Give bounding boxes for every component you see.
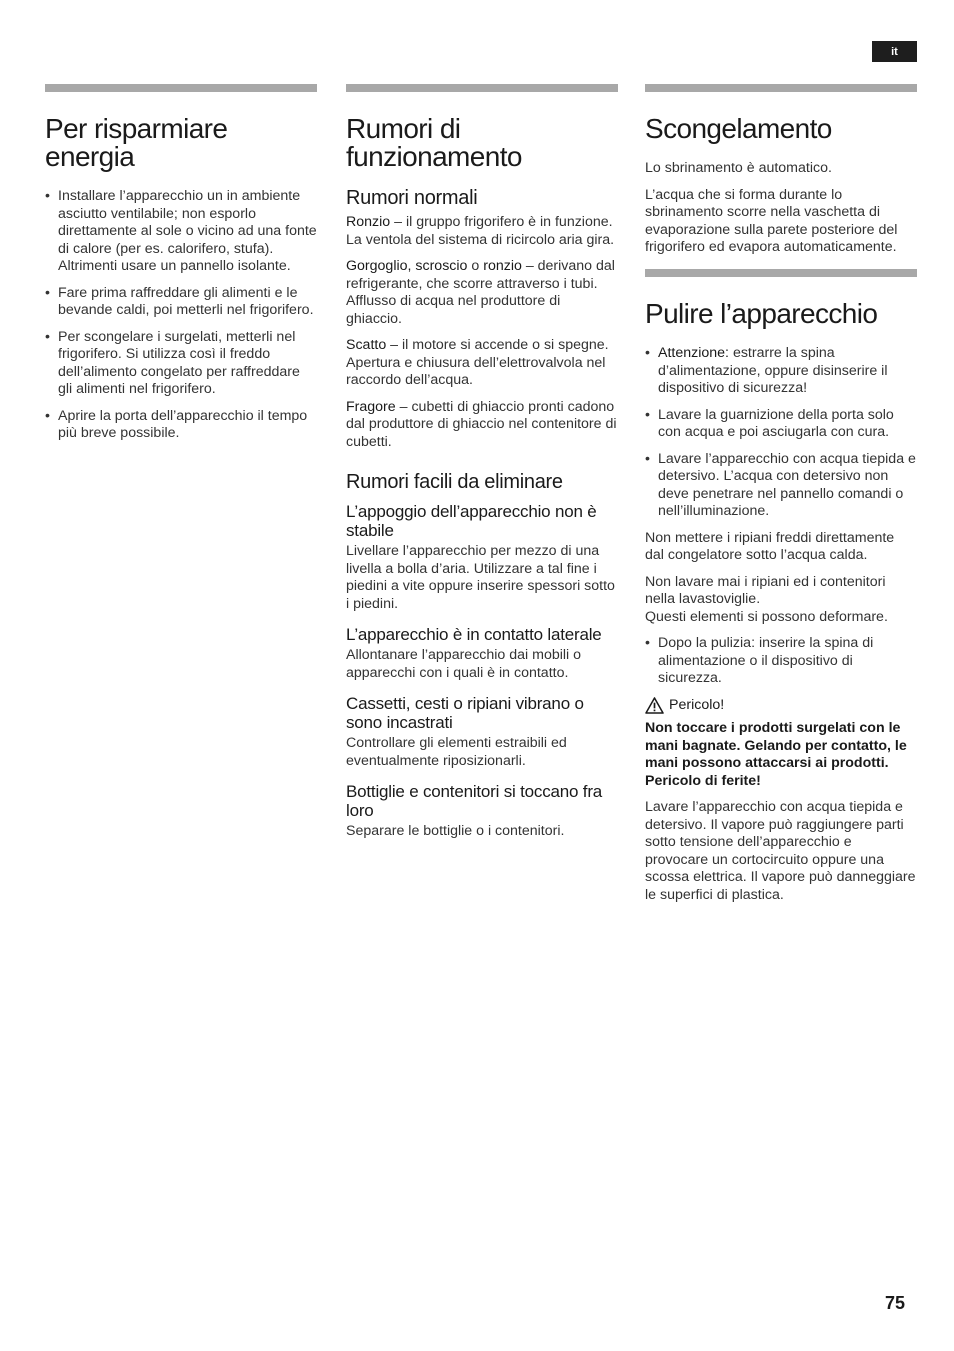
gorgoglio-term: Gorgoglio, scroscio [346, 258, 468, 274]
list-item: • Aprire la porta dell’apparecchio il tempo più breve possibile. [45, 408, 317, 443]
energy-saving-section [45, 84, 317, 452]
issue-text: Controllare gli elementi estraibili ed eventualmente riposizionarli. [346, 735, 567, 769]
defrost-paragraph: L’acqua che si forma durante lo sbrinamento scorre nella vaschetta di evaporazione sulla parete posteriore del frigorifero ed evapora automaticamente. [645, 186, 898, 255]
section-rule [346, 84, 618, 92]
danger-label: Pericolo! [669, 696, 725, 713]
danger-paragraph: Lavare l’apparecchio con acqua tiepida e detersivo. Il vapore può raggiungere parti sotto tensione dell’apparecchio e provocare un cortocircuito oppure una scossa elettrica. Il vapore può danneggiare le superfici di plastica. [645, 799, 916, 903]
issue-title: Cassetti, cesti o ripiani vibrano o sono incastrati [346, 694, 584, 732]
energy-saving-title: Per risparmiare energia [45, 113, 228, 172]
scatto-term: Scatto [346, 337, 387, 353]
energy-saving-list [45, 188, 317, 443]
noise-section [346, 84, 618, 850]
attention-label: Attenzione: [658, 345, 729, 361]
list-item: • Lavare l’apparecchio con acqua tiepida e detersivo. L’acqua con detersivo non deve penetrare nel pannello comandi o nell’illuminazione. [645, 451, 917, 521]
list-item: • Dopo la pulizia: inserire la spina di alimentazione o il dispositivo di sicurezza. [645, 635, 917, 688]
ronzio-paragraph [346, 214, 618, 249]
dishwasher-text: Non lavare mai i ripiani ed i contenitori nella lavastoviglie. [645, 573, 886, 607]
normal-noise-heading: Rumori normali [346, 187, 478, 209]
fragore-text: – cubetti di ghiaccio pronti cadono dal produttore di ghiaccio nel contenitore di cubetti. [346, 398, 617, 450]
after-cleaning-list [645, 635, 917, 688]
defrost-paragraph: Lo sbrinamento è automatico. [645, 160, 832, 176]
gorgoglio-or: o [467, 258, 484, 274]
cleaning-paragraph [645, 574, 917, 627]
scatto-paragraph [346, 337, 618, 390]
issue-title: L’apparecchio è in contatto laterale [346, 625, 602, 644]
gorgoglio-term-2: ronzio [483, 258, 522, 274]
deform-text: Questi elementi si possono deformare. [645, 608, 888, 625]
list-item [645, 345, 917, 398]
list-item: • Lavare la guarnizione della porta solo con acqua e poi asciugarla con cura. [645, 407, 917, 442]
section-rule [645, 84, 917, 92]
section-rule [45, 84, 317, 92]
noise-title: Rumori di funzionamento [346, 113, 522, 172]
warning-triangle-icon [645, 697, 664, 714]
section-rule [645, 269, 917, 277]
attention-text: estrarre la spina d’alimentazione, oppure disinserire il dispositivo di sicurezza! [658, 345, 888, 396]
list-item: • Per scongelare i surgelati, metterli nel frigorifero. Si utilizza così il freddo dell’alimento congelato per raffreddare gli alimenti nel frigorifero. [45, 329, 317, 399]
gorgoglio-text: – derivano dal refrigerante, che scorre attraverso i tubi. Afflusso di acqua nel produttore di ghiaccio. [346, 258, 615, 327]
defrost-section [645, 84, 917, 266]
scatto-text: – il motore si accende o si spegne. Apertura e chiusura dell’elettrovalvola nel raccordo dell’acqua. [346, 337, 609, 388]
easy-noise-heading: Rumori facili da eliminare [346, 471, 563, 493]
issue-text: Allontanare l’apparecchio dai mobili o apparecchi con i quali è in contatto. [346, 647, 582, 681]
page-number: 75 [885, 1293, 906, 1313]
issue-text: Separare le bottiglie o i contenitori. [346, 823, 565, 839]
list-item: • Installare l’apparecchio un in ambiente asciutto ventilabile; non esporlo direttamente al sole o vicino ad una fonte di calore (per es. calorifero, stufa). Altrimenti usare un pannello isolante. [45, 188, 317, 276]
issue-title: Bottiglie e contenitori si toccano fra loro [346, 782, 603, 820]
cleaning-paragraph: Non mettere i ripiani freddi direttamente dal congelatore sotto l’acqua calda. [645, 529, 895, 563]
cleaning-section [645, 269, 917, 913]
cleaning-title: Pulire l’apparecchio [645, 298, 878, 329]
ronzio-text: – il gruppo frigorifero è in funzione. La ventola del sistema di ricircolo aria gira. [346, 214, 615, 248]
issue-text: Livellare l’apparecchio per mezzo di una livella a bolla d’aria. Utilizzare a tal fine i piedini a vite oppure inserire spessori sotto i piedini. [346, 543, 615, 612]
danger-label-row [645, 697, 917, 715]
defrost-title: Scongelamento [645, 113, 832, 144]
cleaning-list [645, 345, 917, 521]
danger-warning: Non toccare i prodotti surgelati con le mani bagnate. Gelando per contatto, le mani possono attaccarsi ai prodotti. Pericolo di ferite! [645, 720, 907, 789]
list-item: • Fare prima raffreddare gli alimenti e le bevande caldi, poi metterli nel frigorifero. [45, 285, 317, 320]
language-tab: it [872, 41, 917, 62]
ronzio-term: Ronzio [346, 214, 391, 230]
issue-title: L’appoggio dell’apparecchio non è stabile [346, 502, 597, 540]
fragore-paragraph [346, 399, 618, 452]
fragore-term: Fragore [346, 398, 396, 415]
gorgoglio-paragraph [346, 258, 618, 328]
